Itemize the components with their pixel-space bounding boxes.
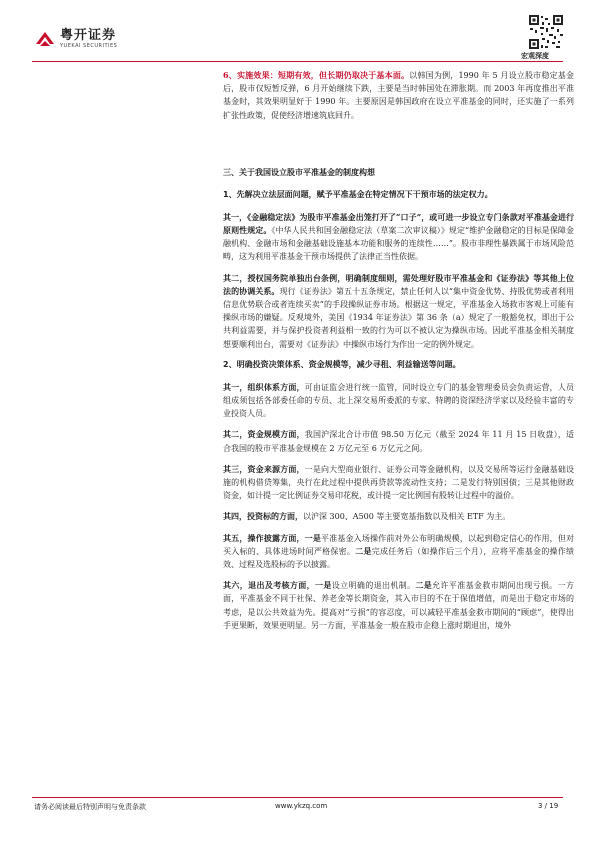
paragraph-text: 现行《证券法》第五十五条规定，禁止任何人以“集中资金优势、持股优势或者利用信息优势联合或者连续买卖”的手段操纵证券市场。根据这一规定，平准基金入场救市客观上可能有操纵市场的嫌疑。反观境外，美国《1934 年证券法》第 36 条（a）规定了一般豁免权，即出于公共利益需要，并与保护投资者利益相一致的行为可以不被认定为操纵市场。因此平准基金相关制度想要顺利出台，需要对《证券法》中操纵市场行为作出一定的例外规定。 <box>223 286 575 349</box>
logo-chinese-name: 粤开证券 <box>60 28 117 43</box>
paragraph-financial-stability-law <box>223 211 574 264</box>
paragraph-text: 我国沪深北合计市值 98.50 万亿元（截至 2024 年 11 月 15 日收盘），适合我国的股市平准基金规模在 2 万亿元至 6 万亿元之间。 <box>223 430 575 453</box>
paragraph-text: 《中华人民共和国金融稳定法（草案二次审议稿）》规定“维护金融稳定的目标是保障金融机构、金融市场和金融基础设施基本功能和服务的连续性……”。股市非理性暴跌属于市场风险范畴，这为利用平准基金干预市场提供了法律正当性依据。 <box>223 226 575 262</box>
paragraph-organization <box>223 381 574 421</box>
paragraph-lead: 6、实施效果：短期有效，但长期仍取决于基本面。 <box>223 70 410 80</box>
paragraph-lead: 其三，资金来源方面， <box>223 463 305 474</box>
main-content <box>223 69 574 632</box>
point-two-text: 允许平准基金救市期间出现亏损。一方面，平准基金不同于社保、养老金等长期资金，其入市目的不在于保值增值，而是出于稳定市场的考虑，是以公共效益为先。提高对“亏损”的容忍度，可以减轻平准基金救市期间的“顾虑”，使得出手更果断，效果更明显。另一方面，平准基金一般在股市企稳上涨时期退出，境外 <box>223 581 575 630</box>
paragraph-state-council-regulation <box>223 272 574 351</box>
page-number: 3 / 19 <box>538 802 559 810</box>
paragraph-text: 一是向大型商业银行、证券公司等金融机构，以及交易所等运行金融基础设施的机构借贷筹集，央行在此过程中提供再贷款等流动性支持；二是发行特别国债；三是其他财政资金，如计提一定比例证券交易印花税，或计提一定比例国有股转让过程中的溢价。 <box>223 464 575 501</box>
paragraph-investment-targets <box>223 510 574 523</box>
footer-website: www.ykzq.com <box>275 802 328 810</box>
qr-code-icon <box>528 14 564 50</box>
footer-disclaimer: 请务必阅读最后特别声明与免责条款 <box>34 803 146 811</box>
paragraph-fund-sources <box>223 463 574 503</box>
company-logo <box>34 28 117 50</box>
page-header <box>0 0 595 70</box>
header-divider <box>32 61 563 62</box>
paragraph-exit-assessment <box>223 579 574 632</box>
logo-mark-icon <box>34 28 56 50</box>
section-heading: 三、关于我国设立股市平准基金的制度构想 <box>223 167 375 177</box>
logo-english-name: YUEKAI SECURITIES <box>60 43 118 49</box>
paragraph-text: 可由证监会进行统一监管，同时设立专门的基金管理委员会负责运营，人员组成须包括各部委任命的专员、北上深交易所委派的专家、特聘的资深经济学家以及经验丰富的专业投资人员。 <box>223 382 575 419</box>
paragraph-text: 以韩国为例，1990 年 5 月设立股市稳定基金后，股市仅短暂反弹，6 月开始继续下跌，主要是当时韩国处在滞胀期。而 2003 年再度推出平准基金时，其效果明显好于 1990 年。主要原因是韩国政府在设立平准基金的同时，还实施了一系列扩张性政策，促使经济增速筑底回升。 <box>223 71 574 120</box>
footer-divider <box>32 797 563 798</box>
paragraph-lead: 其二，资金规模方面， <box>223 429 305 440</box>
point-one-lead: 一是 <box>304 532 322 543</box>
report-type-label: 宏观深度 <box>521 52 549 60</box>
paragraph-text: 以沪深 300、A500 等主要宽基指数以及相关 ETF 为主。 <box>303 512 511 522</box>
paragraph-lead: 其一，《金融稳定法》为股市平准基金出笼打开了“口子”，或可进一步设立专门条款对平准基金进行原则性规定。 <box>223 211 574 236</box>
point-two-lead: 二是 <box>415 580 433 591</box>
paragraph-lead: 其四，投资标的方面， <box>223 511 303 522</box>
paragraph-lead: 其五，操作披露方面， <box>223 532 305 543</box>
paragraph-implementation-effect <box>223 69 574 122</box>
subsection-heading-legislation: 1、先解决立法层面问题，赋予平准基金在特定情况下干预市场的法定权力。 <box>223 189 493 199</box>
paragraph-fund-size <box>223 428 574 454</box>
point-two-lead: 二是 <box>355 545 372 556</box>
paragraph-disclosure <box>223 532 574 572</box>
point-one-lead: 一是 <box>315 580 332 591</box>
point-one-text: 设立明确的退出机制。 <box>331 581 416 591</box>
paragraph-lead: 其六，退出及考核方面， <box>223 580 316 591</box>
paragraph-lead: 其二，授权国务院单独出台条例，明确制度细则，需处理好股市平准基金和《证券法》等其他上位法的协调关系。 <box>223 272 574 296</box>
point-two-text: 完成任务后（如操作后三个月），应将平准基金的操作绩效、过程及选股标的予以披露。 <box>223 546 575 570</box>
subsection-heading-decision-system: 2、明确投资决策体系、资金规模等，减少寻租、利益输送等问题。 <box>223 359 461 369</box>
paragraph-lead: 其一，组织体系方面， <box>223 381 305 392</box>
point-one-text: 平准基金入场操作前对外公布明确规模，以起到稳定信心的作用，但对买入标的、具体进场时间严格保密。 <box>223 533 575 556</box>
